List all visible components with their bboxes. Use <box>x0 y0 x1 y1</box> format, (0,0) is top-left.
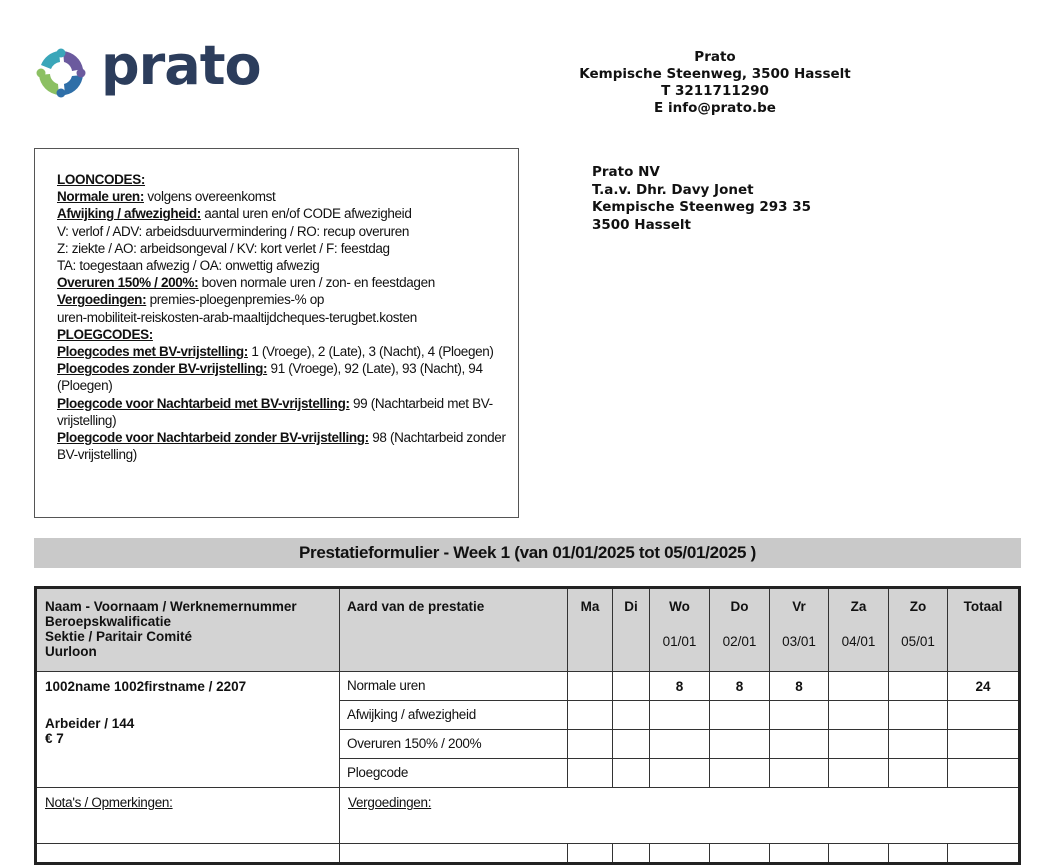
header-employee-line: Uurloon <box>45 644 97 659</box>
ploegcodes-zonder-text: 91 (Vroege), 92 (Late), 93 (Nacht), 94 (Ploegen) <box>57 361 483 394</box>
company-name: Prato <box>694 49 736 65</box>
day-date: 04/01 <box>841 634 876 649</box>
employee-function: Arbeider / 144 <box>45 716 135 731</box>
cell-value[interactable] <box>650 730 710 759</box>
row-type: Afwijking / afwezigheid <box>340 701 568 730</box>
header-type: Aard van de prestatie <box>340 588 568 672</box>
row-type: Overuren 150% / 200% <box>340 730 568 759</box>
cell-value[interactable] <box>770 701 829 730</box>
cell-value[interactable] <box>770 730 829 759</box>
address-line: Prato NV <box>592 164 660 180</box>
table-row <box>36 672 1020 701</box>
afwijking-label: Afwijking / afwezigheid: <box>57 206 201 222</box>
overuren-label: Overuren 150% / 200%: <box>57 275 199 291</box>
header-day-zo <box>889 588 948 672</box>
nachtarbeid-met-text: 99 (Nachtarbeid met BV-vrijstelling) <box>57 395 493 428</box>
empty-cell <box>770 844 829 864</box>
afwijking-text: aantal uren en/of CODE afwezigheid <box>200 206 412 222</box>
codes-legend <box>34 148 519 518</box>
cell-value[interactable] <box>568 701 613 730</box>
row-type: Ploegcode <box>340 759 568 788</box>
cell-total: 24 <box>948 672 1020 701</box>
prato-logo <box>33 34 293 110</box>
header-day-za <box>829 588 889 672</box>
table-header-row <box>36 588 1020 672</box>
empty-cell <box>36 844 340 864</box>
employee-info <box>36 672 340 788</box>
employee-wage: € 7 <box>45 731 64 746</box>
normale-uren-label: Normale uren: <box>57 189 144 205</box>
ploegcodes-met-label: Ploegcodes met BV-vrijstelling: <box>57 344 248 360</box>
nachtarbeid-zonder-text: 98 (Nachtarbeid zonder BV-vrijstelling) <box>57 430 506 463</box>
header-employee-line: Sektie / Paritair Comité <box>45 629 193 644</box>
cell-value[interactable]: 8 <box>710 672 770 701</box>
absence-codes-line: TA: toegestaan afwezig / OA: onwettig afwezig <box>57 258 320 274</box>
day-date: 05/01 <box>901 634 935 649</box>
cell-total <box>948 701 1020 730</box>
ploegcodes-zonder-label: Ploegcodes zonder BV-vrijstelling: <box>57 361 268 377</box>
cell-value[interactable] <box>568 730 613 759</box>
empty-cell <box>889 844 948 864</box>
day-name: Vr <box>792 599 806 614</box>
vergoedingen-field[interactable]: Vergoedingen: <box>340 788 1020 844</box>
address-line: 3500 Hasselt <box>592 216 691 233</box>
empty-cell <box>948 844 1020 864</box>
cell-value[interactable] <box>568 759 613 788</box>
absence-codes-line: Z: ziekte / AO: arbeidsongeval / KV: kort verlet / F: feestdag <box>57 240 390 256</box>
cell-value[interactable] <box>829 701 889 730</box>
header-employee <box>36 588 340 672</box>
cell-value[interactable] <box>829 759 889 788</box>
day-name: Ma <box>580 599 600 614</box>
ploegcodes-title: PLOEGCODES: <box>57 326 153 342</box>
cell-value[interactable] <box>829 730 889 759</box>
empty-cell <box>829 844 889 864</box>
cell-value[interactable] <box>613 672 650 701</box>
table-row <box>36 844 1020 864</box>
header-day-do <box>710 588 770 672</box>
cell-value[interactable] <box>613 701 650 730</box>
header-day-ma <box>568 588 613 672</box>
cell-value[interactable] <box>710 730 770 759</box>
looncodes-title: LOONCODES: <box>57 172 146 187</box>
cell-value[interactable]: 8 <box>770 672 829 701</box>
normale-uren-text: volgens overeenkomst <box>143 189 276 205</box>
cell-value[interactable] <box>889 672 948 701</box>
cell-value[interactable] <box>829 672 889 701</box>
empty-cell <box>613 844 650 864</box>
company-header <box>560 49 870 117</box>
notes-label[interactable]: Nota's / Opmerkingen: <box>36 788 340 844</box>
day-name: Do <box>730 599 749 614</box>
prestatie-table <box>34 586 1021 865</box>
cell-value[interactable] <box>613 759 650 788</box>
cell-value[interactable] <box>710 701 770 730</box>
day-name: Zo <box>909 599 927 614</box>
employee-name: 1002name 1002firstname / 2207 <box>45 679 247 694</box>
empty-cell <box>340 844 568 864</box>
cell-value[interactable] <box>710 759 770 788</box>
day-name: Wo <box>669 599 690 614</box>
company-email: E info@prato.be <box>654 100 776 116</box>
cell-total <box>948 759 1020 788</box>
cell-value[interactable] <box>889 759 948 788</box>
address-line: T.a.v. Dhr. Davy Jonet <box>592 181 754 198</box>
day-date: 01/01 <box>662 634 697 649</box>
vergoedingen-line: uren-mobiliteit-reiskosten-arab-maaltijdcheques-terugbet.kosten <box>57 309 417 325</box>
day-name: Di <box>624 599 638 614</box>
overuren-text: boven normale uren / zon- en feestdagen <box>198 275 435 291</box>
row-type: Normale uren <box>340 672 568 701</box>
nachtarbeid-zonder-label: Ploegcode voor Nachtarbeid zonder BV-vrijstelling: <box>57 430 369 446</box>
day-date: 02/01 <box>722 634 757 649</box>
cell-value[interactable]: 8 <box>650 672 710 701</box>
header-total: Totaal <box>948 588 1020 672</box>
empty-cell <box>568 844 613 864</box>
header-day-di <box>613 588 650 672</box>
logo-wordmark: prato <box>101 34 261 97</box>
cell-value[interactable] <box>650 701 710 730</box>
day-date: 03/01 <box>782 634 816 649</box>
company-phone: T 3211711290 <box>661 83 769 99</box>
cell-total <box>948 730 1020 759</box>
vergoedingen-label: Vergoedingen: <box>57 292 147 308</box>
cell-value[interactable] <box>889 701 948 730</box>
company-street: Kempische Steenweg, 3500 Hasselt <box>579 66 851 82</box>
address-line: Kempische Steenweg 293 35 <box>592 199 811 215</box>
empty-cell <box>710 844 770 864</box>
header-employee-line: Naam - Voornaam / Werknemernummer <box>45 599 297 614</box>
cell-value[interactable] <box>613 730 650 759</box>
header-employee-line: Beroepskwalificatie <box>45 614 172 629</box>
day-name: Za <box>850 599 867 614</box>
header-day-vr <box>770 588 829 672</box>
empty-cell <box>650 844 710 864</box>
recipient-address <box>592 164 952 234</box>
prato-logo-icon <box>33 45 89 101</box>
cell-value[interactable] <box>568 672 613 701</box>
header-day-wo <box>650 588 710 672</box>
cell-value[interactable] <box>770 759 829 788</box>
cell-value[interactable] <box>650 759 710 788</box>
form-title: Prestatieformulier - Week 1 (van 01/01/2025 tot 05/01/2025 ) <box>34 538 1021 568</box>
cell-value[interactable] <box>889 730 948 759</box>
nachtarbeid-met-label: Ploegcode voor Nachtarbeid met BV-vrijstelling: <box>57 395 350 411</box>
notes-row <box>36 788 1020 844</box>
ploegcodes-met-text: 1 (Vroege), 2 (Late), 3 (Nacht), 4 (Ploegen) <box>247 344 494 360</box>
vergoedingen-text: premies-ploegenpremies-% op <box>146 292 325 308</box>
absence-codes-line: V: verlof / ADV: arbeidsduurvermindering / RO: recup overuren <box>57 223 410 239</box>
